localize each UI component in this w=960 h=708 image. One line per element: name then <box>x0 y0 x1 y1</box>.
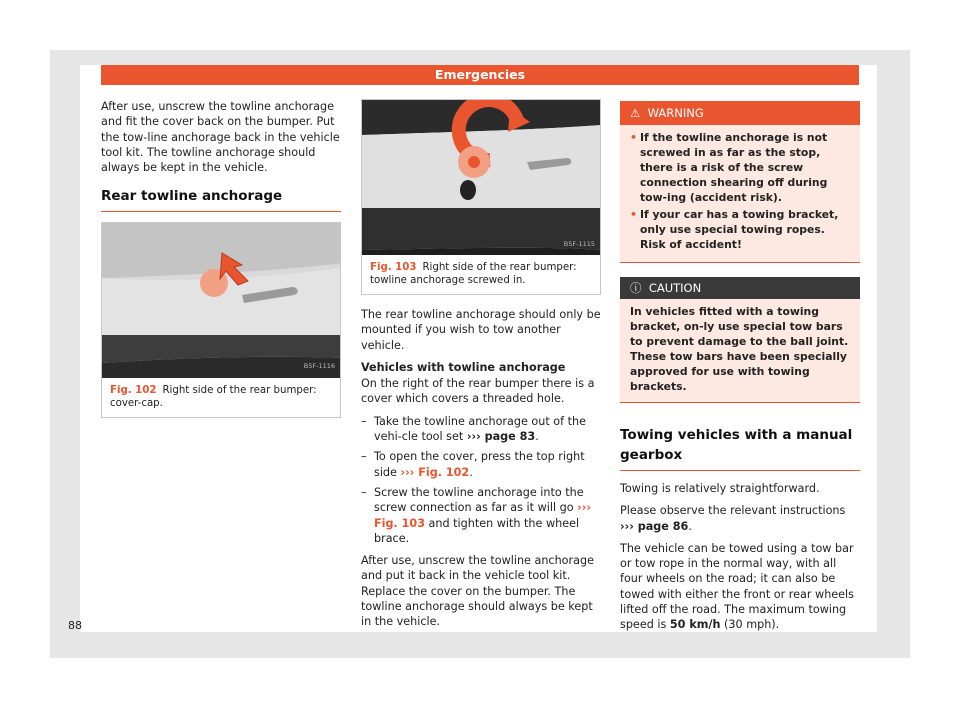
caution-header <box>620 277 860 299</box>
figure-102-code: B5F-1116 <box>303 362 335 371</box>
step-item: – Take the towline anchorage out of the vehi-cle tool set ››› page 83. <box>361 414 601 445</box>
left-column <box>101 99 341 418</box>
warning-icon: ⚠ <box>630 106 641 120</box>
vehicles-with-anchorage-heading: Vehicles with towline anchorage <box>361 360 566 374</box>
caution-text: In vehicles fitted with a towing bracket, on-ly use special tow bars to prevent damage to the ball joint. These tow bars have been specially approved for use with towing brackets. <box>630 305 849 393</box>
figure-102-image <box>102 223 340 378</box>
after-use-paragraph: After use, unscrew the towline anchorage and put it back in the vehicle tool kit. Replace the cover on the bumper. The towline anchorage should always be kept in the vehicle. <box>361 554 594 629</box>
figure-103-code: B5F-1115 <box>563 239 595 248</box>
figure-103-caption <box>362 255 600 294</box>
warning-item: • If your car has a towing bracket, only use special towing ropes. Risk of accident! <box>630 207 850 252</box>
right-column <box>620 101 860 640</box>
rear-towline-heading: Rear towline anchorage <box>101 189 341 211</box>
figure-103-caption-text: Right side of the rear bumper: towline anchorage screwed in. <box>370 262 577 286</box>
mount-paragraph: The rear towline anchorage should only be mounted if you wish to tow another vehicle. <box>361 308 601 352</box>
figure-102 <box>101 222 341 418</box>
page-83-link[interactable]: ››› page 83 <box>466 430 536 444</box>
figure-103-label: Fig. 103 <box>370 262 417 273</box>
figure-102-caption-text: Right side of the rear bumper: cover-cap. <box>110 384 317 409</box>
warning-body <box>620 125 860 262</box>
caution-title: CAUTION <box>648 281 702 295</box>
towing-speed-paragraph: The vehicle can be towed using a tow bar or tow rope in the normal way, with all four wheels on the road; it can also be towed with either the front or rear wheels lifted off the road. The maximum towing speed is 50 km/h (30 mph). <box>620 541 854 632</box>
warning-title: WARNING <box>647 106 704 120</box>
warning-box <box>620 101 860 263</box>
figure-102-label: Fig. 102 <box>110 384 157 396</box>
towing-intro: Towing is relatively straightforward. <box>620 482 820 495</box>
figure-102-caption <box>102 378 340 417</box>
towline-anchorage-illustration <box>362 100 600 255</box>
fig-103-link[interactable]: ››› Fig. 103 <box>374 501 591 530</box>
page-86-link[interactable]: ››› page 86 <box>620 519 689 533</box>
max-speed-value: 50 km/h <box>669 618 721 632</box>
bumper-cover-illustration <box>102 223 340 378</box>
middle-column <box>361 99 601 637</box>
instructions-paragraph: Please observe the relevant instructions ››› page 86. <box>620 504 846 533</box>
step-item: – Screw the towline anchorage into the screw connection as far as it will go ››› Fig. 103 and tighten with the wheel brace. <box>361 485 601 546</box>
fig-102-link[interactable]: ››› Fig. 102 <box>400 465 470 479</box>
procedure-steps <box>361 414 601 546</box>
intro-paragraph: After use, unscrew the towline anchorage and fit the cover back on the bumper. Put the tow-line anchorage back in the vehicle tool kit. The towline anchorage should always be kept in the vehicle. <box>101 100 340 175</box>
warning-item: • If the towline anchorage is not screwed in as far as the stop, there is a risk of the screw connection shearing off during tow-ing (accident risk). <box>630 130 850 205</box>
warning-header <box>620 101 860 125</box>
figure-103-image <box>362 100 600 255</box>
caution-icon: ⓘ <box>630 281 642 295</box>
page-number: 88 <box>68 619 82 632</box>
cover-paragraph: On the right of the rear bumper there is a cover which covers a threaded hole. <box>361 377 595 406</box>
step-item: – To open the cover, press the top right side ››› Fig. 102. <box>361 449 601 480</box>
caution-box <box>620 277 860 403</box>
towing-manual-gearbox-heading: Towing vehicles with a manual gearbox <box>620 425 860 471</box>
figure-103 <box>361 99 601 295</box>
section-header: Emergencies <box>101 65 859 85</box>
